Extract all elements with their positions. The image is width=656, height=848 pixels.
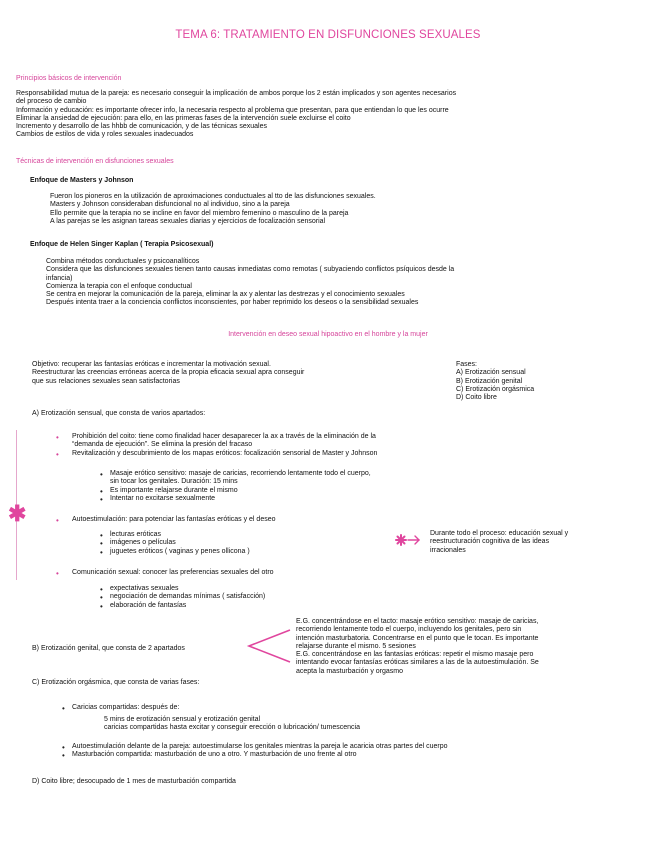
list-item: • Intentar no excitarse sexualmente: [110, 495, 371, 503]
list-item: • Masturbación compartida: masturbación de uno a otro. Y masturbación de uno frente al otro: [72, 751, 448, 759]
kaplan-heading: Enfoque de Helen Singer Kaplan ( Terapia Psicosexual): [30, 241, 214, 248]
kaplan-line: Considera que las disfunciones sexuales tienen tanto causas inmediatas como remotas ( subyaciendo conflictos psíquicos desde la: [46, 266, 455, 274]
auto-items: [110, 531, 250, 556]
list-item: • Autoestimulación: para potenciar las fantasías eróticas y el deseo: [72, 516, 276, 524]
principios-heading: Principios básicos de intervención: [16, 75, 122, 82]
masters-line: A las parejas se les asignan tareas sexuales diarias y ejercicios de focalización sensorial: [50, 217, 326, 225]
com-items: [110, 585, 265, 610]
b-notes: [296, 618, 539, 676]
list-item-continued: “demanda de ejecución”. Se elimina la presión del fracaso: [72, 441, 253, 449]
masters-line: Masters y Johnson consideraban disfuncional no al individuo, sino a la pareja: [50, 201, 290, 209]
intervencion-heading: Intervención en deseo sexual hipoactivo en el hombre y la mujer: [228, 331, 428, 338]
list-item: • Revitalización y descubrimiento de los mapas eróticos: focalización sensorial de Master y Johnson: [72, 450, 377, 458]
list-item: • elaboración de fantasías: [110, 602, 265, 610]
kaplan-block: [46, 258, 454, 308]
list-item: • Prohibición del coito: tiene como finalidad hacer desaparecer la ax a través de la eliminación de la: [72, 433, 377, 441]
list-item-continued: 5 mins de erotización sensual y erotización genital: [104, 716, 261, 723]
b-note-line: recorriendo lentamente todo el cuerpo, incluyendo los genitales, pero sin: [296, 626, 522, 634]
a-heading: A) Erotización sensual, que consta de varios apartados:: [32, 410, 206, 417]
com-section: [72, 569, 274, 577]
tecnicas-heading: Técnicas de intervención en disfunciones sexuales: [16, 158, 174, 165]
nota-proceso: [430, 530, 568, 555]
bracket-icon: [246, 628, 292, 667]
principios-line: Responsabilidad mutua de la pareja: es necesario conseguir la implicación de ambos porque los 2 están implicados y son agentes necesarios: [16, 90, 457, 97]
fases-block: [456, 361, 534, 402]
b-note-line: relajarse durante el mismo. 5 sesiones: [296, 642, 416, 650]
fases-line: C) Erotización orgásmica: [456, 385, 535, 393]
kaplan-line: Se centra en mejorar la comunicación de la pareja, eliminar la ax y alentar las destrezas y el conocimiento sexuales: [46, 291, 405, 298]
b-note-line: intentando evocar fantasías eróticas similares a las de la autoestimulación. Se: [296, 659, 539, 667]
fases-line: D) Coito libre: [456, 394, 497, 401]
masters-block: [50, 193, 376, 226]
c-items-rest: [72, 743, 448, 760]
objetivo-line: Objetivo: recuperar las fantasías eróticas e incrementar la motivación sexual.: [32, 361, 271, 368]
principios-line: Incremento y desarrollo de las hhbb de comunicación, y de las técnicas sexuales: [16, 123, 267, 130]
principios-line: Información y educación: es importante ofrecer info, la necesaria respecto al problema que presentan, para que entiendan lo que les ocurre: [16, 106, 449, 114]
page-title: TEMA 6: TRATAMIENTO EN DISFUNCIONES SEXUALES: [175, 29, 481, 41]
a-items: [72, 433, 377, 458]
fases-line: B) Erotización genital: [456, 377, 523, 385]
nota-line: irracionales: [430, 546, 466, 554]
list-item: • Caricias compartidas: después de:: [72, 704, 179, 712]
auto-section: [72, 516, 276, 524]
objetivo-block: [32, 361, 304, 386]
list-item: • imágenes o películas: [110, 539, 250, 547]
nota-line: reestructuración cognitiva de las ideas: [430, 538, 550, 546]
list-item: • Autoestimulación delante de la pareja: autoestimularse los genitales mientras la pareja le acaricia otras partes del cuerpo: [72, 743, 448, 751]
list-item-continued: sin tocar los genitales. Duración: 15 mins: [110, 478, 238, 486]
list-item: • Es importante relajarse durante el mismo: [110, 487, 371, 495]
kaplan-line: Comienza la terapia con el enfoque conductual: [46, 282, 192, 290]
kaplan-line: infancia): [46, 274, 73, 282]
list-item: • negociación de demandas mínimas ( satisfacción): [110, 593, 265, 601]
list-item: • juguetes eróticos ( vaginas y penes ollicona ): [110, 548, 250, 556]
b-note-line: E.G. concentrándose en el tacto: masaje erótico sensitivo: masaje de caricias,: [296, 618, 539, 625]
d-heading: D) Coito libre; desocupado de 1 mes de masturbación compartida: [32, 778, 236, 785]
c-heading: C) Erotización orgásmica, que consta de varias fases:: [32, 679, 200, 686]
b-note-line: intención masturbatoria. Concentrarse en el punto que le tocan. Es importante: [296, 634, 539, 642]
principios-line: del proceso de cambio: [16, 98, 87, 106]
principios-line: Cambios de estilos de vida y roles sexuales inadecuados: [16, 131, 194, 139]
masters-heading: Enfoque de Masters y Johnson: [30, 177, 134, 184]
list-item-continued: caricias compartidas hasta excitar y conseguir erección o lubricación/ tumescencia: [104, 724, 361, 732]
fases-line: Fases:: [456, 361, 478, 368]
kaplan-line: Después intenta traer a la conciencia conflictos inconscientes, por haber reprimido los deseos o la sensibilidad sexuales: [46, 299, 419, 307]
kaplan-line: Combina métodos conductuales y psicoanalíticos: [46, 258, 200, 265]
list-item: • Comunicación sexual: conocer las preferencias sexuales del otro: [72, 569, 274, 577]
objetivo-line: que sus relaciones sexuales sean satisfactorias: [32, 377, 180, 385]
b-note-line: acepta la masturbación y orgasmo: [296, 667, 403, 675]
list-item: • expectativas sexuales: [110, 585, 265, 593]
c-subitems: [104, 716, 360, 733]
star-arrow-icon: [393, 531, 423, 552]
c-item-caricias: [72, 704, 179, 712]
list-item: • Masaje erótico sensitivo: masaje de caricias, recorriendo lentamente todo el cuerpo,: [110, 470, 371, 478]
masaje-items: [110, 470, 371, 503]
list-item: • lecturas eróticas: [110, 531, 250, 539]
principios-line: Eliminar la ansiedad de ejecución: para ello, en las primeras fases de la intervención suele excluirse el coito: [16, 114, 351, 122]
principios-block: [16, 90, 456, 140]
fases-line: A) Erotización sensual: [456, 369, 526, 377]
star-icon: ✱: [8, 501, 27, 526]
b-note-line: E.G. concentrándose en las fantasías eróticas: repetir el mismo masaje pero: [296, 651, 534, 658]
masters-line: Ello permite que la terapia no se incline en favor del miembro femenino o masculino de la pareja: [50, 209, 349, 217]
nota-line: Durante todo el proceso: educación sexual y: [430, 530, 569, 537]
objetivo-line: Reestructurar las creencias erróneas acerca de la propia eficacia sexual apra conseguir: [32, 369, 305, 377]
masters-line: Fueron los pioneros en la utilización de aproximaciones conductuales al tto de las disfunciones sexuales.: [50, 193, 376, 200]
b-heading: B) Erotización genital, que consta de 2 apartados: [32, 645, 185, 652]
